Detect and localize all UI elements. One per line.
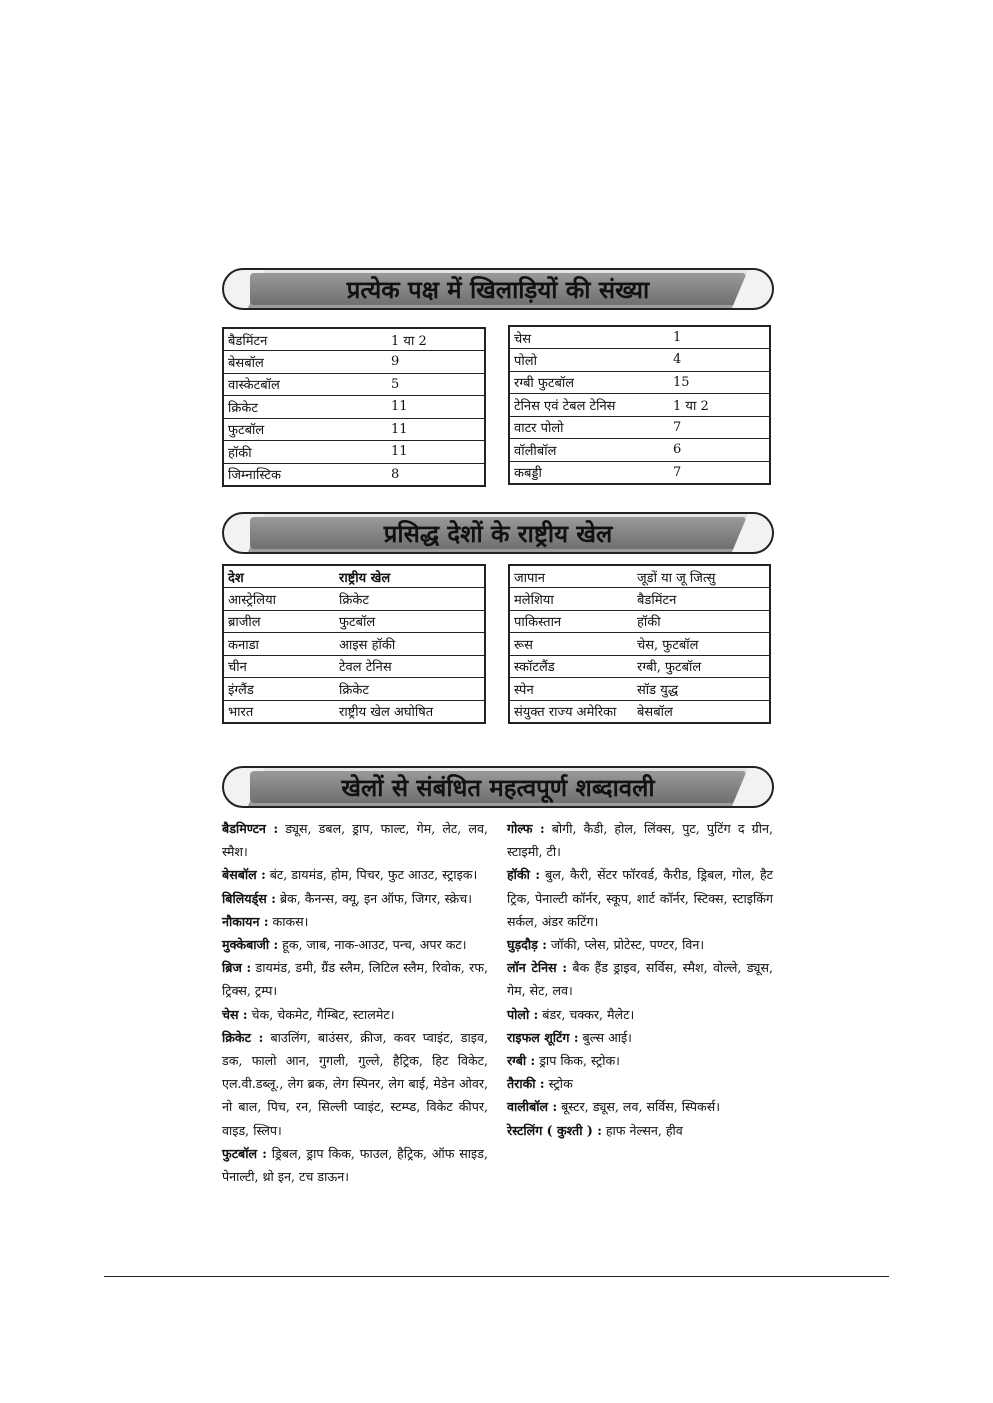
table-row [509, 678, 770, 701]
cell-count: 11 [391, 441, 485, 464]
table-row [223, 373, 485, 396]
glossary-text: काकस। [268, 913, 309, 929]
cell-country: भारत [228, 705, 254, 720]
cell-count: 1 [673, 326, 770, 349]
table-row [223, 700, 485, 723]
cell-sport: कबड्डी [514, 466, 542, 481]
glossary-text: हूक, जाब, नाक-आउट, पन्च, अपर कट। [278, 937, 467, 953]
glossary-entry [222, 817, 488, 863]
glossary-text: हाफ नेल्सन, हीव [601, 1122, 683, 1138]
cell-country: इंग्लैंड [223, 678, 339, 701]
cell-count: 11 [391, 396, 485, 419]
glossary-term: गोल्फ : [507, 821, 545, 836]
cell-count: 8 [391, 466, 400, 482]
glossary-text: स्ट्रोक [544, 1076, 573, 1092]
glossary-text: बुल, कैरी, सेंटर फॉरवर्ड, कैरीड, ड्रिबल, गोल, हैट ट्रिक, पेनाल्टी कॉर्नर, स्कूप, शार्ट कॉर्नर, स्टिक्स, स्टाइकिंग सर्कल, अंडर कटिंग। [507, 867, 773, 929]
glossary-term: नौकायन : [222, 913, 269, 929]
cell-game: बेसबॉल [637, 705, 673, 720]
table-row [223, 588, 485, 611]
glossary-text: बूस्टर, ड्यूस, लव, सर्विस, स्पिकर्स। [557, 1099, 721, 1115]
players-table-left [222, 327, 486, 487]
cell-country: स्पेन [509, 678, 637, 701]
players-table-right [508, 325, 771, 485]
glossary-text: ड्राप किक, स्ट्रोक। [535, 1053, 620, 1069]
cell-game: रग्बी, फुटबॉल [637, 655, 770, 678]
glossary-term: वालीबॉल : [507, 1099, 558, 1115]
cell-count: 7 [673, 464, 682, 480]
cell-sport: वास्केटबॉल [223, 373, 391, 396]
cell-country: पाकिस्तान [509, 610, 637, 633]
cell-country: चीन [223, 655, 339, 678]
glossary-term: रग्बी : [507, 1053, 536, 1069]
table-row [223, 610, 485, 633]
cell-count: 7 [673, 416, 770, 439]
glossary-entry [222, 887, 488, 910]
cell-game: क्रिकेट [339, 588, 485, 611]
glossary-text: बंडर, चक्कर, मैलेट। [538, 1006, 635, 1022]
cell-game: हॉकी [637, 610, 770, 633]
glossary-entry [222, 1026, 488, 1142]
glossary-term: रेस्टलिंग ( कुश्ती ) : [507, 1122, 602, 1138]
table-row [509, 416, 770, 439]
cell-game: चेस, फुटबॉल [637, 633, 770, 656]
table-row [223, 396, 485, 419]
table-row [509, 700, 770, 723]
cell-country: ब्राजील [223, 610, 339, 633]
table-row [509, 610, 770, 633]
cell-sport: क्रिकेट [223, 396, 391, 419]
glossary-term: तैराकी : [507, 1076, 545, 1092]
glossary-term: राइफल शूटिंग : [507, 1029, 579, 1045]
table-row [509, 565, 770, 588]
cell-country: रूस [509, 633, 637, 656]
glossary-entry [507, 1095, 773, 1118]
glossary-term: पोलो : [507, 1006, 539, 1022]
table-row [509, 633, 770, 656]
glossary-text: बैक हैंड ड्राइव, सर्विस, स्मैश, वोल्ले, ड्यूस, गेम, सेट, लव। [507, 960, 773, 999]
cell-count: 1 या 2 [673, 394, 770, 417]
glossary-text: चेक, चेकमेट, गैम्बिट, स्टालमेट। [247, 1006, 395, 1022]
table-row [223, 633, 485, 656]
cell-sport: वाटर पोलो [509, 416, 673, 439]
national-games-table-right [508, 564, 771, 724]
cell-count: 5 [391, 373, 485, 396]
section-title-terminology: खेलों से संबंधित महत्वपूर्ण शब्दावली [341, 773, 655, 802]
table-row [223, 678, 485, 701]
cell-sport: फुटबॉल [223, 418, 391, 441]
cell-game: क्रिकेट [339, 678, 485, 701]
glossary-entry [507, 1003, 773, 1026]
cell-game: राष्ट्रीय खेल अघोषित [339, 705, 434, 720]
cell-game: सॉड युद्ध [637, 678, 770, 701]
national-games-table-left [222, 564, 486, 724]
glossary-entry [222, 1003, 488, 1026]
glossary-entry [222, 1142, 488, 1188]
table-row [223, 441, 485, 464]
table-row [223, 655, 485, 678]
glossary-entry [222, 910, 488, 933]
glossary-text: बाउलिंग, बाउंसर, क्रीज, कवर प्वाइंट, डाइव, डक, फालो आन, गुगली, गुल्ले, हैट्रिक, हिट विकेट, एल.वी.डब्लू., लेग ब्रक, लेग स्पिनर, लेग बाई, मेडेन ओवर, नो बाल, पिच, रन, सिल्ली प्वाइंट, स्टम्प्ड, विकेट कीपर, वाइड, स्लिप। [222, 1029, 488, 1138]
section-banner-national-games [222, 512, 774, 554]
cell-sport: बेसबॉल [223, 351, 391, 374]
cell-game: जूडों या जू जित्सु [637, 565, 770, 588]
cell-count: 15 [673, 371, 770, 394]
cell-country: स्कॉटलैंड [509, 655, 637, 678]
cell-sport: वॉलीबॉल [509, 439, 673, 462]
cell-country: आस्ट्रेलिया [223, 588, 339, 611]
glossary-term: क्रिकेट : [222, 1029, 264, 1045]
cell-game: बैडमिंटन [637, 588, 770, 611]
terminology-column-right [507, 817, 773, 1142]
glossary-entry [507, 1026, 773, 1049]
cell-game: टेवल टेनिस [339, 655, 485, 678]
cell-count: 1 या 2 [391, 328, 485, 351]
glossary-term: लॉन टेनिस : [507, 960, 568, 976]
table-row [509, 326, 770, 349]
glossary-text: बोगी, कैडी, होल, लिंक्स, पुट, पुटिंग द ग्रीन, स्टाइमी, टी। [507, 821, 773, 860]
table-row [509, 371, 770, 394]
table-row [509, 394, 770, 417]
glossary-entry [222, 933, 488, 956]
glossary-entry [507, 817, 773, 863]
glossary-text: डायमंड, डमी, ग्रैंड स्लैम, लिटिल स्लैम, रिवोक, रफ, ट्रिक्स, ट्रम्प। [222, 960, 488, 999]
cell-count: 6 [673, 439, 770, 462]
table-row [509, 655, 770, 678]
section-title-national-games: प्रसिद्ध देशों के राष्ट्रीय खेल [383, 519, 613, 548]
table-row [223, 351, 485, 374]
table-row [223, 328, 485, 351]
glossary-term: हॉकी : [507, 867, 541, 883]
cell-game: आइस हॉकी [339, 633, 485, 656]
glossary-entry [507, 956, 773, 1002]
glossary-term: चेस : [222, 1006, 248, 1022]
glossary-entry [507, 1072, 773, 1095]
glossary-entry [507, 1049, 773, 1072]
glossary-entry [507, 863, 773, 933]
section-banner-players [222, 268, 774, 310]
glossary-text: ब्रेक, कैनन्स, क्यू, इन ऑफ, जिगर, स्क्रेच। [275, 890, 472, 906]
cell-count: 9 [391, 351, 485, 374]
cell-sport: रग्बी फुटबॉल [509, 371, 673, 394]
table-row [509, 349, 770, 372]
glossary-term: ब्रिज : [222, 960, 252, 976]
glossary-text: ड्रिबल, ड्राप किक, फाउल, हैट्रिक, ऑफ साइड, पेनाल्टी, थ्रो इन, टच डाऊन। [222, 1145, 488, 1185]
cell-country: संयुक्त राज्य अमेरिका [514, 705, 617, 720]
glossary-entry [222, 956, 488, 1002]
section-title-players: प्रत्येक पक्ष में खिलाड़ियों की संख्या [346, 275, 650, 304]
glossary-entry [222, 863, 488, 886]
table-row [509, 439, 770, 462]
glossary-text: ड्यूस, डबल, ड्राप, फाल्ट, गेम, लेट, लव, स्मैश। [222, 821, 488, 860]
header-country: देश [223, 565, 339, 588]
table-row [509, 461, 770, 484]
cell-sport: जिम्नास्टिक [228, 468, 281, 483]
table-row [223, 565, 485, 588]
cell-sport: हॉकी [223, 441, 391, 464]
cell-game: फुटबॉल [339, 610, 485, 633]
glossary-text: जॉकी, प्लेस, प्रोटेस्ट, पण्टर, विन। [546, 937, 705, 953]
cell-country: कनाडा [223, 633, 339, 656]
table-row [509, 588, 770, 611]
terminology-column-left [222, 817, 488, 1188]
cell-country: मलेशिया [509, 588, 637, 611]
glossary-term: बिलियर्ड्स : [222, 890, 276, 906]
cell-count: 11 [391, 418, 485, 441]
glossary-term: बैडमिण्टन : [222, 821, 279, 836]
glossary-term: फुटबॉल : [222, 1145, 267, 1161]
cell-count: 4 [673, 349, 770, 372]
glossary-term: घुड़दौड़ : [507, 937, 547, 953]
cell-sport: पोलो [509, 349, 673, 372]
table-row [223, 418, 485, 441]
cell-sport: बैडमिंटन [223, 328, 391, 351]
glossary-entry [507, 1119, 773, 1142]
glossary-term: मुक्केबाजी : [222, 937, 279, 953]
glossary-text: बुल्स आई। [578, 1029, 632, 1045]
cell-country: जापान [509, 565, 637, 588]
glossary-entry [507, 933, 773, 956]
glossary-term: बेसबॉल : [222, 867, 266, 883]
header-game: राष्ट्रीय खेल [339, 565, 485, 588]
cell-sport: चेस [509, 326, 673, 349]
glossary-text: बंट, डायमंड, होम, पिचर, फुट आउट, स्ट्राइक। [265, 867, 478, 883]
footer-rule [104, 1276, 889, 1277]
table-row [223, 463, 485, 486]
cell-sport: टेनिस एवं टेबल टेनिस [509, 394, 673, 417]
section-banner-terminology [222, 766, 774, 808]
